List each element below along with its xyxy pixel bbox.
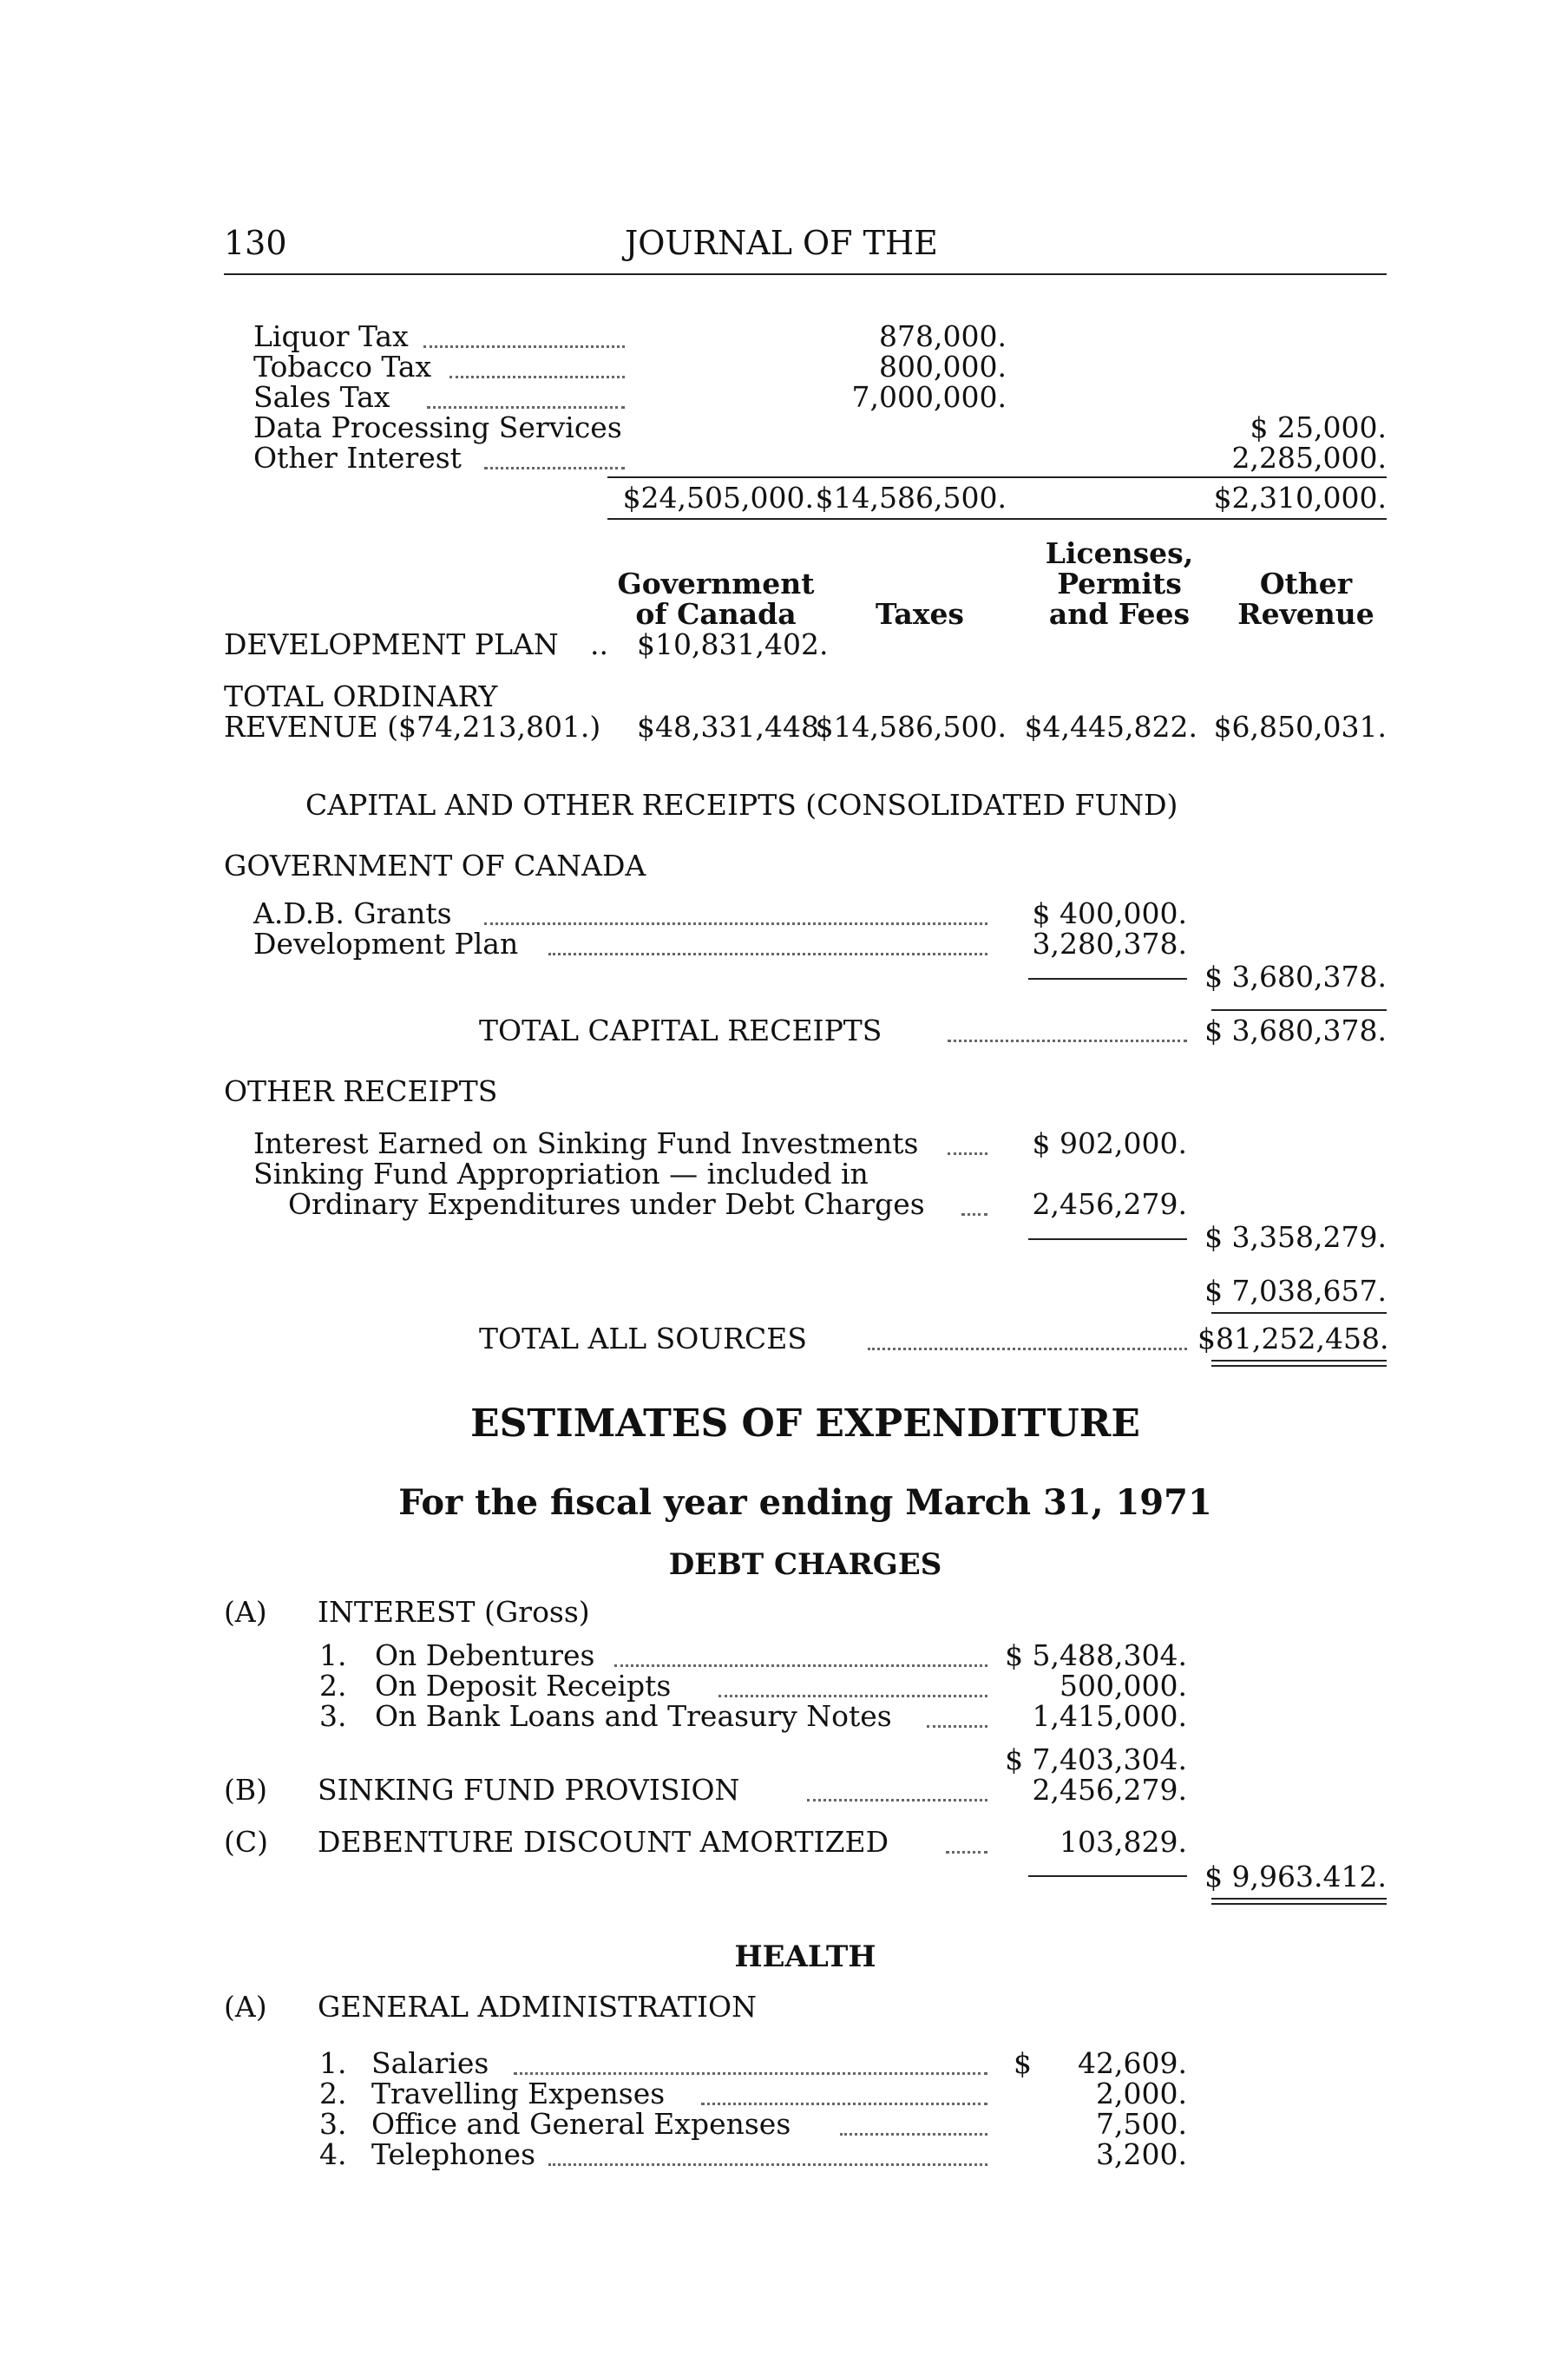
totals-rule	[607, 476, 1387, 478]
row-label: Development Plan	[253, 927, 519, 961]
row-value: 878,000.	[879, 319, 1007, 353]
row-value: 800,000.	[879, 350, 1007, 384]
row-label: Interest Earned on Sinking Fund Investments	[253, 1126, 919, 1160]
subtotal-rule	[1028, 978, 1187, 980]
item-number: 1.	[319, 1638, 347, 1672]
running-head: JOURNAL OF THE	[625, 224, 938, 262]
col-header-gov: Government	[617, 567, 815, 600]
section-heading: HEALTH	[734, 1939, 876, 1974]
item-amount: 1,415,000.	[1032, 1699, 1187, 1733]
item-label: On Bank Loans and Treasury Notes	[375, 1699, 892, 1733]
section-heading: GOVERNMENT OF CANADA	[224, 849, 646, 883]
item-letter: (A)	[224, 1595, 267, 1629]
row-label: Sinking Fund Appropriation — included in	[253, 1157, 869, 1191]
row-value: 3,280,378.	[1032, 927, 1187, 961]
estimates-subtitle: For the fiscal year ending March 31, 1971	[398, 1482, 1212, 1523]
item-amount: 3,200.	[1096, 2137, 1187, 2171]
col-header-licenses: Permits	[1057, 567, 1182, 600]
row-label: Sales Tax	[253, 380, 390, 414]
item-label: On Debentures	[375, 1638, 595, 1672]
section-title: CAPITAL AND OTHER RECEIPTS (CONSOLIDATED FUND)	[305, 788, 1178, 822]
item-amount: 7,500.	[1096, 2107, 1187, 2141]
col-header-gov: of Canada	[635, 597, 797, 631]
item-number: 4.	[319, 2137, 347, 2171]
row-value: $4,445,822.	[1024, 710, 1197, 744]
row-label: Ordinary Expenditures under Debt Charges	[288, 1187, 925, 1221]
col-header-other: Revenue	[1237, 597, 1374, 631]
item-label: GENERAL ADMINISTRATION	[318, 1990, 757, 2024]
section-heading: DEBT CHARGES	[668, 1547, 942, 1582]
leader-dots	[614, 1664, 987, 1667]
col-header-taxes: Taxes	[875, 597, 965, 631]
total-value: $14,586,500.	[815, 481, 1007, 515]
item-amount: 2,456,279.	[1032, 1773, 1187, 1807]
item-label: DEBENTURE DISCOUNT AMORTIZED	[318, 1825, 889, 1859]
row-label: Liquor Tax	[253, 319, 409, 353]
total-rule	[1211, 1009, 1387, 1011]
row-label: Other Interest	[253, 441, 462, 475]
subtotal-rule	[1028, 1238, 1187, 1240]
row-value: $ 902,000.	[1032, 1126, 1187, 1160]
totals-rule-bottom	[607, 518, 1387, 520]
section-heading: OTHER RECEIPTS	[224, 1074, 498, 1108]
row-label: Data Processing Services	[253, 410, 622, 444]
row-label: TOTAL CAPITAL RECEIPTS	[479, 1014, 882, 1047]
row-label: A.D.B. Grants	[253, 896, 452, 930]
item-number: 2.	[319, 2077, 347, 2110]
row-value: $48,331,448.	[637, 710, 829, 744]
item-label: INTEREST (Gross)	[318, 1595, 590, 1629]
row-value: 7,000,000.	[851, 380, 1007, 414]
item-letter: (C)	[224, 1825, 268, 1859]
leader-dots	[840, 2133, 987, 2136]
leader-dots	[807, 1799, 987, 1801]
leader-dots	[868, 1348, 1187, 1350]
leader-dots	[718, 1695, 987, 1697]
item-number: 3.	[319, 2107, 347, 2141]
col-header-licenses: Licenses,	[1045, 536, 1194, 570]
row-label: DEVELOPMENT PLAN	[224, 627, 559, 661]
total-rule	[1211, 1312, 1387, 1314]
estimates-title: ESTIMATES OF EXPENDITURE	[470, 1401, 1140, 1446]
total-value: $ 3,680,378.	[1204, 1014, 1387, 1047]
interest-total: $ 7,403,304.	[1005, 1742, 1187, 1776]
row-label: TOTAL ALL SOURCES	[479, 1322, 807, 1355]
row-value: $14,586,500.	[815, 710, 1007, 744]
col-header-other: Other	[1259, 567, 1353, 600]
row-label: TOTAL ORDINARY	[224, 679, 498, 713]
page-number: 130	[224, 224, 287, 262]
total-value: $24,505,000.	[622, 481, 814, 515]
item-amount: 500,000.	[1060, 1669, 1187, 1703]
row-value: 2,285,000.	[1231, 441, 1387, 475]
leader-dots	[423, 345, 625, 348]
item-number: 2.	[319, 1669, 347, 1703]
leader-dots	[484, 922, 987, 925]
leader-dots	[948, 1040, 1187, 1042]
leader-dots	[948, 1152, 987, 1155]
grand-total-value: $81,252,458.	[1197, 1322, 1389, 1355]
leader-dots: ..	[590, 627, 608, 661]
row-value: $10,831,402.	[637, 627, 829, 661]
leader-dots	[961, 1213, 987, 1216]
row-label: REVENUE ($74,213,801.)	[224, 710, 601, 744]
leader-dots	[449, 376, 625, 378]
item-label: Telephones	[371, 2137, 536, 2171]
subtotal-value: $ 3,680,378.	[1204, 960, 1387, 994]
combined-value: $ 7,038,657.	[1204, 1274, 1387, 1308]
row-value: $ 400,000.	[1032, 896, 1187, 930]
item-amount: 103,829.	[1060, 1825, 1187, 1859]
total-value: $2,310,000.	[1213, 481, 1387, 515]
item-letter: (B)	[224, 1773, 267, 1807]
leader-dots	[548, 953, 987, 955]
item-label: SINKING FUND PROVISION	[318, 1773, 740, 1807]
header-rule	[224, 273, 1387, 275]
item-label: On Deposit Receipts	[375, 1669, 672, 1703]
row-value: $ 25,000.	[1250, 410, 1387, 444]
item-label: Office and General Expenses	[371, 2107, 791, 2141]
item-number: 3.	[319, 1699, 347, 1733]
row-label: Tobacco Tax	[253, 350, 432, 384]
leader-dots	[701, 2103, 987, 2105]
double-rule	[1211, 1365, 1387, 1367]
double-rule	[1211, 1898, 1387, 1900]
leader-dots	[946, 1851, 987, 1854]
double-rule	[1211, 1903, 1387, 1905]
item-label: Travelling Expenses	[371, 2077, 666, 2110]
leader-dots	[484, 467, 625, 469]
col-header-licenses: and Fees	[1048, 597, 1191, 631]
leader-dots	[514, 2072, 987, 2075]
item-label: Salaries	[371, 2046, 489, 2080]
subtotal-rule	[1028, 1875, 1187, 1877]
double-rule	[1211, 1360, 1387, 1362]
subtotal-value: $ 3,358,279.	[1204, 1220, 1387, 1254]
item-letter: (A)	[224, 1990, 267, 2024]
leader-dots	[548, 2163, 987, 2166]
row-value: 2,456,279.	[1032, 1187, 1187, 1221]
leader-dots	[427, 406, 625, 409]
item-amount: $ 5,488,304.	[1005, 1638, 1187, 1672]
dollar-sign: $	[1014, 2046, 1032, 2080]
debt-total: $ 9,963.412.	[1204, 1860, 1387, 1893]
row-value: $6,850,031.	[1213, 710, 1387, 744]
item-amount: 42,609.	[1078, 2046, 1187, 2080]
leader-dots	[927, 1725, 987, 1728]
item-amount: 2,000.	[1096, 2077, 1187, 2110]
item-number: 1.	[319, 2046, 347, 2080]
